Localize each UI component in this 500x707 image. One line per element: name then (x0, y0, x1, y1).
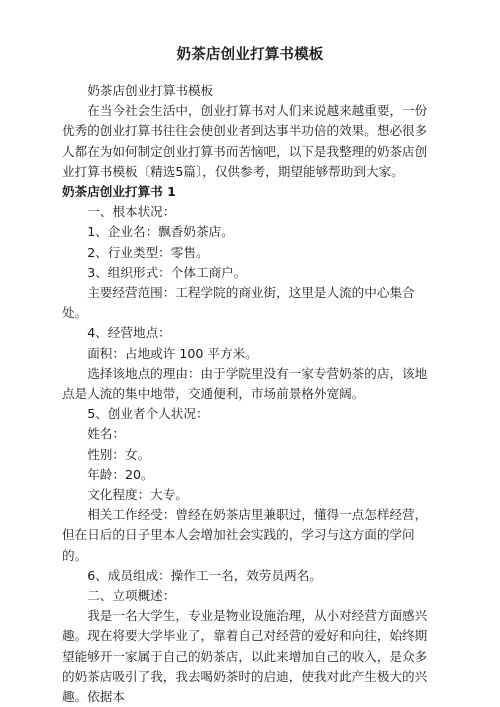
line-team-members: 6、成员组成：操作工一名，效劳员两名。 (87, 567, 322, 583)
line-company-name: 1、企业名：飘香奶茶店。 (87, 224, 234, 240)
line-project-overview: 二、立项概述： (87, 588, 176, 604)
section-heading: 奶茶店创业打算书 1 (62, 184, 176, 200)
line-industry-type: 2、行业类型：零售。 (87, 244, 209, 260)
document-subtitle: 奶茶店创业打算书模板 (87, 83, 214, 98)
document-title: 奶茶店创业打算书模板 (176, 47, 324, 63)
line-age: 年龄：20。 (87, 466, 154, 482)
intro-paragraph: 在当今社会生活中，创业打算书对人们来说越来越重要，一份优秀的创业打算书往往会使创业者到达事半功倍的效果。想必很多人都在为如何制定创业打算书而苦恼吧，以下是我整理的奶茶店创业打算书模板〔精选5篇〕，仅供参考，期望能够帮助到大家。 (62, 103, 428, 179)
line-area: 面积：占地或许 100 平方米。 (87, 345, 258, 361)
line-basic-status: 一、根本状况： (87, 204, 176, 220)
line-education: 文化程度：大专。 (87, 487, 188, 503)
line-business-location: 4、经营地点： (87, 325, 171, 341)
line-founder-status: 5、创业者个人状况： (87, 406, 209, 422)
line-gender: 性别：女。 (87, 446, 151, 462)
line-name: 姓名： (87, 426, 125, 442)
line-organization-form: 3、组织形式：个体工商户。 (87, 264, 247, 280)
line-business-scope: 主要经营范围：工程学院的商业街，这里是人流的中心集合处。 (62, 285, 415, 321)
line-work-experience: 相关工作经受：曾经在奶茶店里兼职过，懂得一点怎样经营，但在日后的日子里本人会增加社会实践的，学习与这方面的学问的。 (62, 507, 428, 563)
line-location-reason: 选择该地点的理由：由于学院里没有一家专营奶茶的店，该地点是人流的集中地带，交通便利，市场前景格外宽阔。 (62, 365, 428, 402)
line-overview-paragraph: 我是一名大学生，专业是物业设施治理，从小对经营方面感兴趣。现在将要大学毕业了，靠着自己对经营的爱好和向往，始终期望能够开一家属于自己的奶茶店，以此来增加自己的收入，是众多的奶茶店吸引了我，我去喝奶茶时的启迪，使我对此产生极大的兴趣。依据本 (62, 608, 428, 705)
